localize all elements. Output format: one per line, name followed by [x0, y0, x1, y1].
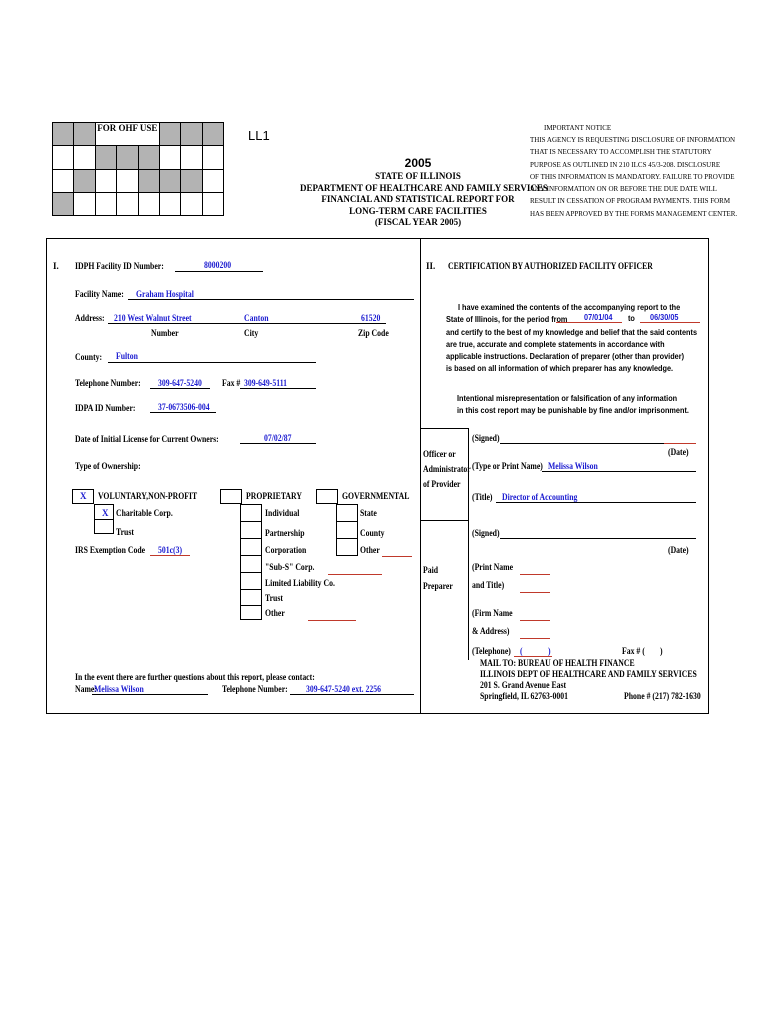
idpa-label: IDPA ID Number: [75, 403, 136, 413]
county-label: County: [75, 352, 103, 362]
period-to-value[interactable]: 06/30/05 [650, 312, 679, 322]
idpa-value[interactable]: 37-0673506-004 [158, 402, 210, 412]
proprietary-label: PROPRIETARY [246, 491, 302, 501]
period-from-value[interactable]: 07/01/04 [584, 312, 613, 322]
governmental-label: GOVERNMENTAL [342, 491, 410, 501]
officer-title-value[interactable]: Director of Accounting [502, 492, 578, 502]
governmental-sub-boxes [336, 504, 358, 556]
firm-name-label: (Firm Name [472, 608, 513, 618]
cert-line-2: State of Illinois, for the period from [446, 314, 568, 324]
prop-trust: Trust [265, 593, 283, 603]
preparer-fax-label: Fax # ( [622, 646, 645, 656]
cert-body: and certify to the best of my knowledge and belief that the said contents are true, accurate and complete statements in accordance with applicable instructions. Declaration of preparer (other than provider) is based on all information of which preparer has any knowledge. [446, 327, 698, 373]
prop-other: Other [265, 608, 285, 618]
irs-code-value[interactable]: 501c(3) [158, 545, 183, 555]
prop-corporation: Corporation [265, 545, 307, 555]
firm-address-label: & Address) [472, 626, 510, 636]
street-value[interactable]: 210 West Walnut Street [114, 313, 192, 323]
city-caption: City [244, 328, 259, 338]
prop-sub-s: "Sub-S" Corp. [265, 562, 315, 572]
facility-id-label: IDPH Facility ID Number: [75, 261, 164, 271]
license-label: Date of Initial License for Current Owners: [75, 434, 219, 444]
report-year: 2005 [404, 156, 432, 170]
telephone-value[interactable]: 309-647-5240 [158, 378, 202, 388]
period-to-label: to [628, 313, 635, 323]
mail-to-address: MAIL TO: BUREAU OF HEALTH FINANCE ILLINOIS DEPT OF HEALTHCARE AND FAMILY SERVICES 201 S. Grand Avenue East Springfield, IL 62763-0001 [480, 658, 697, 701]
cert-line-1: I have examined the contents of the accompanying report to the [458, 302, 681, 312]
contact-name-label: Name: [75, 684, 97, 694]
contact-line: In the event there are further questions about this report, please contact: [75, 672, 315, 682]
zip-value[interactable]: 61520 [361, 313, 381, 323]
fax-value[interactable]: 309-649-5111 [244, 378, 288, 388]
facility-name-label: Facility Name: [75, 289, 124, 299]
warning-text: Intentional misrepresentation or falsification of any information in this cost report may be punishable by fine and/or imprisonment. [457, 393, 689, 415]
form-code: LL1 [248, 128, 270, 143]
proprietary-checkbox[interactable] [220, 489, 242, 504]
facility-id-value[interactable]: 8000200 [204, 260, 232, 270]
signed-label: (Signed) [472, 433, 500, 443]
notice-title: IMPORTANT NOTICE [544, 124, 612, 132]
charitable-label: Charitable Corp. [116, 508, 173, 518]
trust-label: Trust [116, 527, 134, 537]
license-date-value[interactable]: 07/02/87 [264, 433, 292, 443]
contact-tel-value[interactable]: 309-647-5240 ext. 2256 [306, 684, 382, 694]
facility-name-value[interactable]: Graham Hospital [136, 289, 194, 299]
gov-state: State [360, 508, 377, 518]
mail-phone: Phone # (217) 782-1630 [624, 691, 701, 701]
contact-tel-label: Telephone Number: [222, 684, 288, 694]
fax-label: Fax # [222, 378, 241, 388]
officer-label: Officer or Administrator of Provider [423, 449, 471, 489]
prop-individual: Individual [265, 508, 300, 518]
preparer-date-label: (Date) [668, 545, 689, 555]
paid-preparer-label: Paid Preparer [423, 565, 453, 591]
notice-text: THIS AGENCY IS REQUESTING DISCLOSURE OF INFORMATION THAT IS NECESSARY TO ACCOMPLISH THE STATUTORY PURPOSE AS OUTLINED IN 210 ILCS 45/3-208. DISCLOSURE OF THIS INFORMATION IS MANDATORY. FAILURE TO PROVIDE ANY INFORMATION ON OR BEFORE THE DUE DATE WILL RESULT IN CESSATION OF PROGRAM PAYMENTS. THIS FORM HAS BEEN APPROVED BY THE FORMS MANAGEMENT CENTER. [530, 136, 738, 218]
telephone-label: Telephone Number: [75, 378, 141, 388]
preparer-telephone-label: (Telephone) [472, 646, 511, 656]
ownership-label: Type of Ownership: [75, 461, 141, 471]
and-title-label: and Title) [472, 580, 505, 590]
section-2-numeral: II. [426, 261, 436, 271]
report-header: STATE OF ILLINOIS DEPARTMENT OF HEALTHCARE AND FAMILY SERVICES FINANCIAL AND STATISTICAL REPORT FOR LONG-TERM CARE FACILITIES (FISCAL YEAR 2005) [300, 171, 548, 227]
contact-name-value[interactable]: Melissa Wilson [94, 684, 144, 694]
city-value[interactable]: Canton [244, 313, 269, 323]
gov-other: Other [360, 545, 380, 555]
county-value[interactable]: Fulton [116, 351, 138, 361]
charitable-checkbox[interactable]: X [102, 508, 109, 518]
gov-county: County [360, 528, 385, 538]
governmental-checkbox[interactable] [316, 489, 338, 504]
irs-label: IRS Exemption Code [75, 545, 146, 555]
ohf-use-grid [52, 122, 224, 216]
print-name-label: (Print Name [472, 562, 514, 572]
number-caption: Number [151, 328, 179, 338]
officer-name-value[interactable]: Melissa Wilson [548, 461, 598, 471]
type-name-label: (Type or Print Name) [472, 461, 543, 471]
section-1-numeral: I. [53, 261, 59, 271]
voluntary-label: VOLUNTARY,NON-PROFIT [98, 491, 198, 501]
prop-llc: Limited Liability Co. [265, 578, 335, 588]
ohf-use-label: FOR OHF USE [95, 123, 159, 146]
title-label: (Title) [472, 492, 493, 502]
prop-partnership: Partnership [265, 528, 305, 538]
address-label: Address: [75, 313, 105, 323]
date-label: (Date) [668, 447, 689, 457]
certification-title: CERTIFICATION BY AUTHORIZED FACILITY OFFICER [448, 261, 653, 271]
preparer-signed-label: (Signed) [472, 528, 500, 538]
zip-caption: Zip Code [358, 328, 389, 338]
